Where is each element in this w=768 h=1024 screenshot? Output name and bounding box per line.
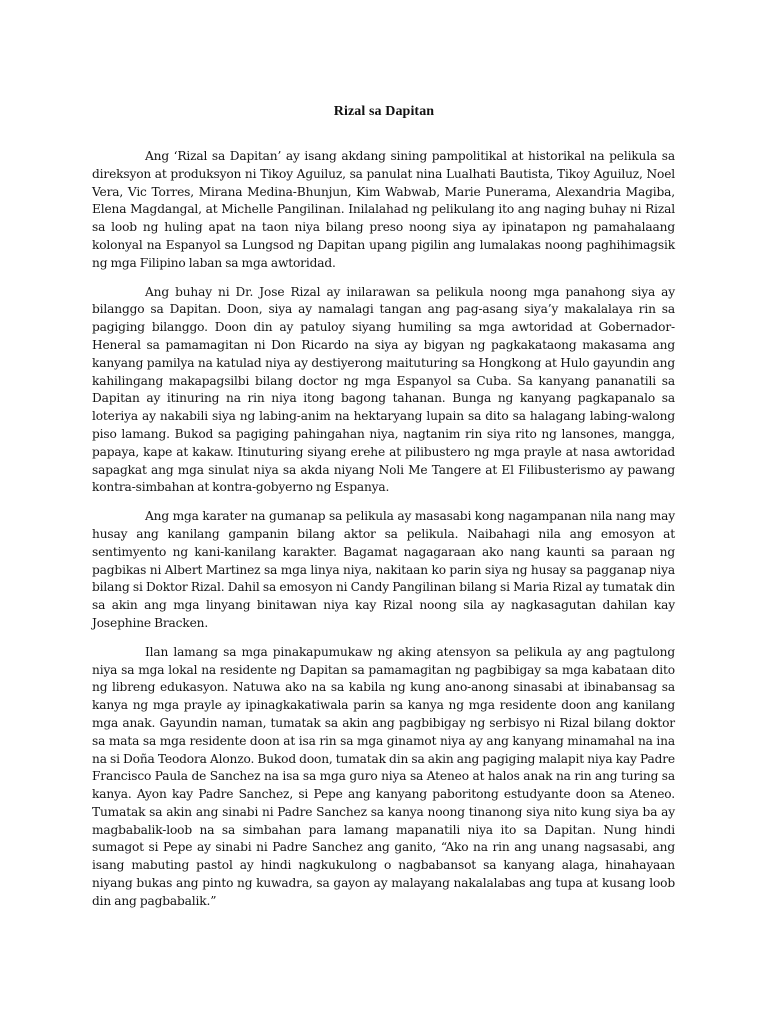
paragraph-4: Ilan lamang sa mga pinakapumukaw ng aking atensyon sa pelikula ay ang pagtulong niya sa mga lokal na residente ng Dapitan sa pamamagitan ng pagbibigay sa mga kabataan dito ng libreng edukasyon. Natuwa ako na sa kabila ng kung ano-anong sinasabi at ibinabansag sa kanya ng mga prayle ay ipinagkakatiwala parin sa kanya ng mga residente doon ang kanilang mga anak. Gayundin naman, tumatak sa akin ang pagbibigay ng serbisyo ni Rizal bilang doktor sa mata sa mga residente doon at isa rin sa mga ginamot niya ay ang kanyang minamahal na ina na si Doña Teodora Alonzo. Bukod doon, tumatak din sa akin ang pagiging malapit niya kay Padre Francisco Paula de Sanchez na isa sa mga guro niya sa Ateneo at halos anak na rin ang turing sa kanya. Ayon kay Padre Sanchez, si Pepe ang kanyang paboritong estudyante doon sa Ateneo. Tumatak sa akin ang sinabi ni Padre Sanchez sa kanya noong tinanong siya nito kung siya ba ay magbabalik-loob na sa simbahan para lamang mapanatili niya ito sa Dapitan. Nung hindi sumagot si Pepe ay sinabi ni Padre Sanchez ang ganito, “Ako na rin ang unang nagsasabi, ang isang mabuting pastol ay hindi nagkukulong o nagbabansot sa kanyang alaga, hinahayaan niyang bukas ang pinto ng kuwadra, sa gayon ay malayang nakalalabas ang tupa at kusang loob din ang pagbabalik.” — [92, 644, 675, 908]
paragraph-3: Ang mga karater na gumanap sa pelikula ay masasabi kong nagampanan nila nang may husay ang kanilang gampanin bilang aktor sa pelikula. Naibahagi nila ang emosyon at sentimyento ng kani-kanilang karakter. Bagamat nagagaraan ako nang kaunti sa paraan ng pagbikas ni Albert Martinez sa mga linya niya, nakitaan ko parin siya ng husay sa pagganap niya bilang si Doktor Rizal. Dahil sa emosyon ni Candy Pangilinan bilang si Maria Rizal ay tumatak din sa akin ang mga linyang binitawan niya kay Rizal noong sila ay nagkasagutan dahilan kay Josephine Bracken. — [92, 509, 675, 630]
paragraph-2: Ang buhay ni Dr. Jose Rizal ay inilarawan sa pelikula noong mga panahong siya ay bilanggo sa Dapitan. Doon, siya ay namalagi tangan ang pag-asang siya’y makalalaya rin sa pagiging bilanggo. Doon din ay patuloy siyang humiling sa mga awtoridad at Gobernador-Heneral sa pamamagitan ni Don Ricardo na siya ay bigyan ng pagkakataong makasama ang kanyang pamilya na katulad niya ay destiyerong maituturing sa Hongkong at Hulo gayundin ang kahilingang makapagsilbi bilang doctor ng mga Espanyol sa Cuba. Sa kanyang pananatili sa Dapitan ay itinuring na rin niya itong bagong tahanan. Bunga ng kanyang pagkapanalo sa loteriya ay nakabili siya ng labing-anim na hektaryang lupain sa dito sa halagang labing-walong piso lamang. Bukod sa pagiging pahingahan niya, nagtanim rin siya rito ng lansones, mangga, papaya, kape at kakaw. Itinuturing siyang erehe at pilibustero ng mga prayle at nasa awtoridad sapagkat ang mga sinulat niya sa akda niyang Noli Me Tangere at El Filibusterismo ay pawang kontra-simbahan at kontra-gobyerno ng Espanya. — [92, 284, 675, 495]
paragraph-1: Ang ‘Rizal sa Dapitan’ ay isang akdang sining pampolitikal at historikal na pelikula sa direksyon at produksyon ni Tikoy Aguiluz, sa panulat nina Lualhati Bautista, Tikoy Aguiluz, Noel Vera, Vic Torres, Mirana Medina-Bhunjun, Kim Wabwab, Marie Punerama, Alexandria Magiba, Elena Magdangal, at Michelle Pangilinan. Inilalahad ng pelikulang ito ang naging buhay ni Rizal sa loob ng huling apat na taon niya bilang preso noong siya ay ipinatapon ng pamahalaang kolonyal na Espanyol sa Lungsod ng Dapitan upang pigilin ang lumalakas noong paghihimagsik ng mga Filipino laban sa mga awtoridad. — [92, 149, 675, 270]
document-title: Rizal sa Dapitan — [333, 104, 435, 119]
document-body — [92, 148, 675, 922]
